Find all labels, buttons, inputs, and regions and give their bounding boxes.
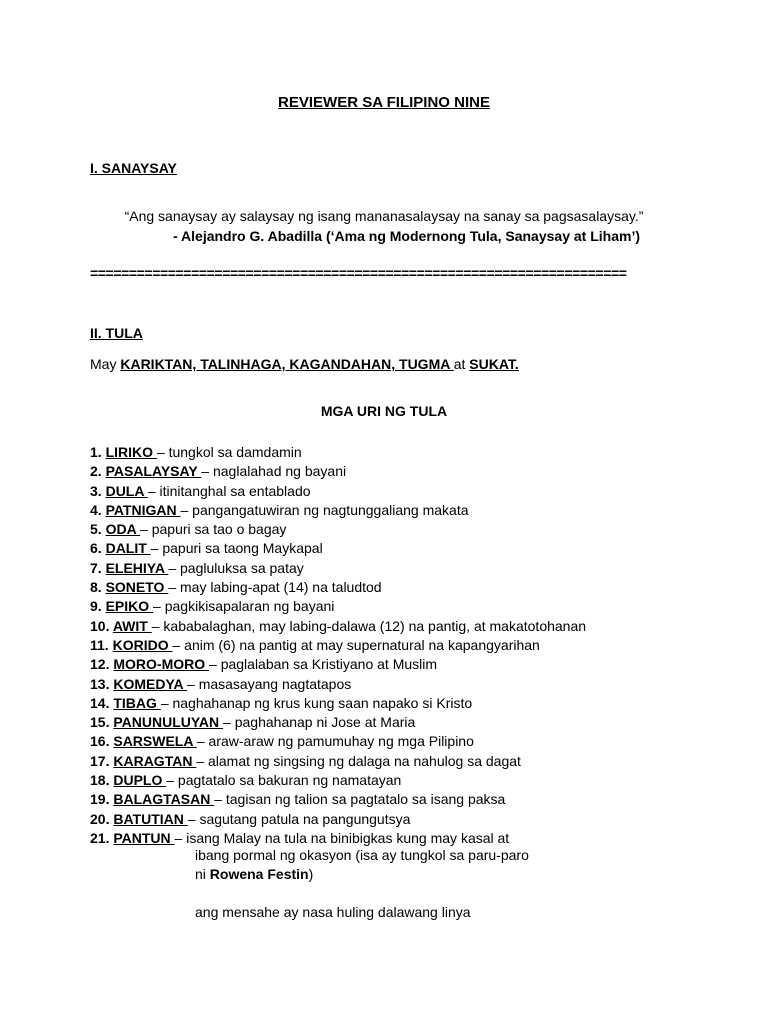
item-term: DULA [105,482,148,499]
item-term: DALIT [105,540,151,557]
list-item [90,713,586,732]
item-number: 13. [90,675,114,692]
list-item [90,501,586,520]
item-term: KARAGTAN [113,752,197,769]
item-term: PANUNULUYAN [113,714,224,731]
item-description: – naghahanap ng krus kung saan napako si Kristo [160,694,473,711]
item-number: 1. [90,444,106,460]
quote-author: - Alejandro G. Abadilla (‘Ama ng Modernong Tula, Sanaysay at Liham’) [173,228,640,244]
list-item [90,675,586,694]
item-description: – kababalaghan, may labing-dalawa (12) na pantig, at makatotohanan [151,617,587,634]
item-term: EPIKO [105,598,154,615]
item-term: SARSWELA [113,733,197,750]
item-term: ODA [105,521,141,538]
item-number: 16. [90,733,114,750]
item-number: 9. [90,598,106,615]
item-number: 3. [90,482,106,499]
pantun-close: ) [308,866,314,882]
list-item [90,829,586,848]
list-item [90,462,586,481]
list-item [90,752,586,771]
item-description: – pangangatuwiran ng nagtunggaliang makata [180,501,469,518]
item-description: – pagtatalo sa bakuran ng namatayan [166,772,402,789]
item-term: BATUTIAN [113,810,188,827]
item-number: 20. [90,810,114,827]
item-term: PASALAYSAY [105,463,202,480]
may-at: at [453,356,470,372]
item-description: – alamat ng singsing ng dalaga na nahulog sa dagat [196,752,521,769]
list-item [90,790,586,809]
item-term: PANTUN [113,829,175,846]
item-description: – tungkol sa damdamin [156,444,302,460]
may-prefix: May [90,356,121,372]
item-description: – anim (6) na pantig at may supernatural na kapangyarihan [172,636,540,653]
list-item [90,482,586,501]
item-description: – paghahanap ni Jose at Maria [223,714,416,731]
pantun-continuation-2 [195,866,313,882]
item-number: 4. [90,501,106,518]
tula-types-list [90,443,586,848]
item-term: MORO-MORO [113,656,210,673]
item-description: – pagluluksa sa patay [168,559,304,576]
list-item [90,771,586,790]
item-term: PATNIGAN [105,501,181,518]
list-item [90,617,586,636]
item-term: TIBAG [113,694,161,711]
list-item [90,597,586,616]
item-number: 21. [90,829,114,846]
sanaysay-quote: “Ang sanaysay ay salaysay ng isang mananasalaysay na sanay sa pagsasalaysay.” [124,208,644,224]
list-item [90,443,586,462]
item-description: – itinitanghal sa entablado [147,482,311,499]
item-description: – pagkikisapalaran ng bayani [153,598,335,615]
item-term: SONETO [105,579,169,596]
list-item [90,655,586,674]
item-description: – may labing-apat (14) na taludtod [168,579,382,596]
item-number: 15. [90,714,114,731]
list-item [90,732,586,751]
item-description: – tagisan ng talion sa pagtatalo sa isang paksa [214,791,506,808]
item-number: 10. [90,617,113,634]
list-item [90,810,586,829]
item-term: BALAGTASAN [113,791,215,808]
item-number: 8. [90,579,106,596]
author-name: Rowena Festin [209,866,309,882]
item-number: 19. [90,791,114,808]
item-number: 12. [90,656,114,673]
list-item [90,694,586,713]
item-term: KOMEDYA [113,675,188,692]
list-item [90,578,586,597]
item-number: 18. [90,772,114,789]
item-description: – sagutang patula na pangungutsya [187,810,411,827]
pantun-ni: ni [195,866,210,882]
item-term: LIRIKO [105,444,157,460]
item-number: 5. [90,521,106,538]
section-heading-sanaysay: I. SANAYSAY [90,160,177,176]
section-divider: ===================================================================== [90,265,627,281]
item-description: – paglalaban sa Kristiyano at Muslim [209,656,438,673]
document-title: REVIEWER SA FILIPINO NINE [278,94,490,111]
pantun-note: ang mensahe ay nasa huling dalawang linya [195,904,471,920]
list-subtitle: MGA URI NG TULA [320,403,448,419]
item-number: 14. [90,694,114,711]
item-description: – papuri sa taong Maykapal [150,540,323,557]
section-heading-tula: II. TULA [90,325,143,341]
item-number: 2. [90,463,106,480]
item-description: – papuri sa tao o bagay [140,521,287,538]
item-term: DUPLO [113,772,167,789]
item-number: 6. [90,540,106,557]
item-number: 7. [90,559,106,576]
item-term: AWIT [112,617,152,634]
item-number: 17. [90,752,114,769]
item-description: – araw-araw ng pamumuhay ng mga Pilipino [196,733,474,750]
item-description: – isang Malay na tula na binibigkas kung may kasal at [174,829,510,846]
item-number: 11. [90,636,113,653]
list-item [90,520,586,539]
pantun-continuation-1: ibang pormal ng okasyon (isa ay tungkol sa paru-paro [195,847,529,863]
list-item [90,539,586,558]
tula-elements-line [90,356,519,372]
may-last: SUKAT. [469,356,519,372]
may-terms: KARIKTAN, TALINHAGA, KAGANDAHAN, TUGMA [120,356,454,372]
list-item [90,636,586,655]
list-item [90,559,586,578]
item-description: – naglalahad ng bayani [201,463,347,480]
item-term: ELEHIYA [105,559,169,576]
item-term: KORIDO [112,636,173,653]
item-description: – masasayang nagtatapos [187,675,352,692]
